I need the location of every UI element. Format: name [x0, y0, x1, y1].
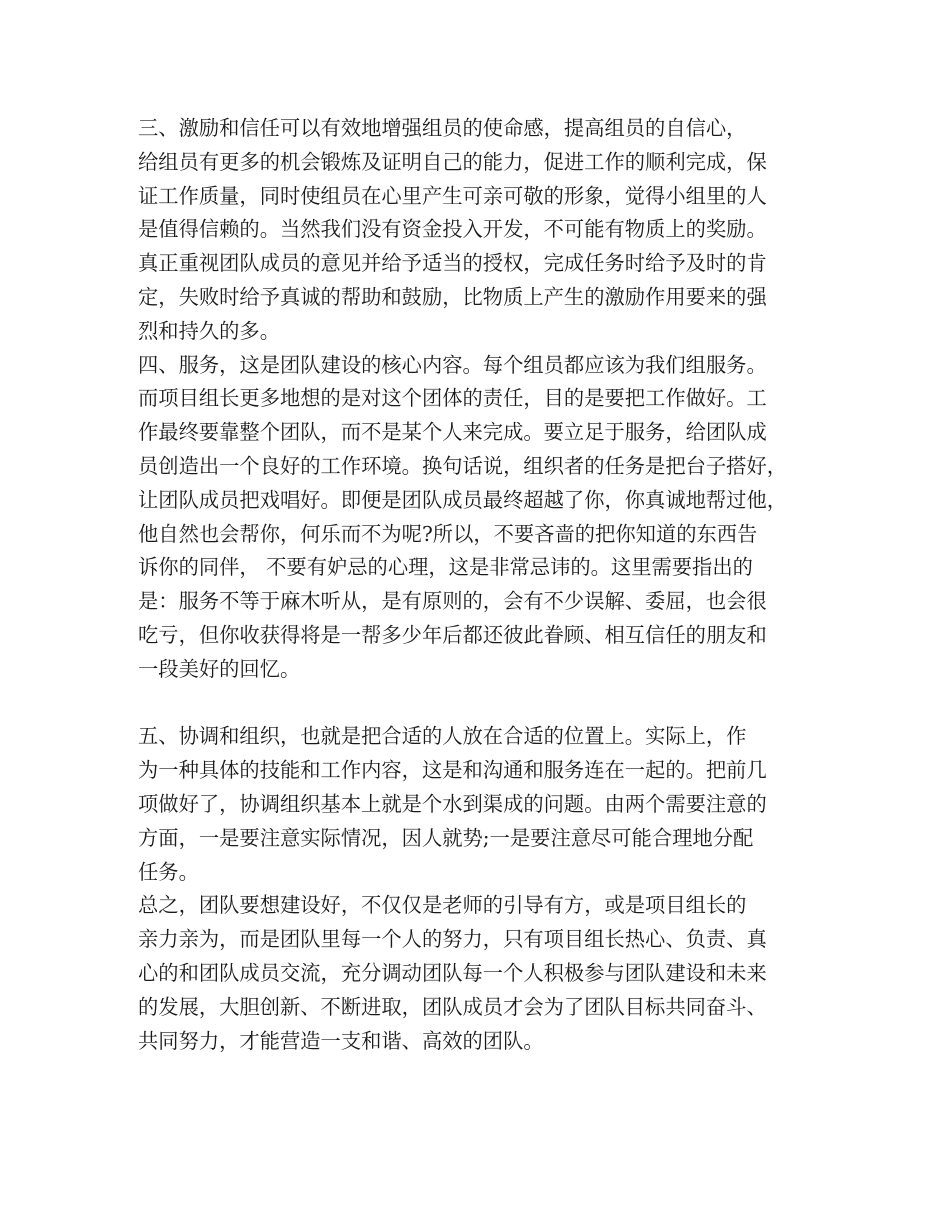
text-line: 方面，一是要注意实际情况，因人就势;一是要注意尽可能合理地分配: [138, 825, 754, 850]
text-line: 三、激励和信任可以有效地增强组员的使命感，提高组员的自信心，: [138, 116, 747, 140]
text-line: 烈和持久的多。: [138, 318, 280, 343]
text-line: 项做好了，协调组织基本上就是个水到渠成的问题。由两个需要注意的: [138, 791, 767, 816]
text-line: 是：服务不等于麻木听从，是有原则的，会有不少误解、委屈，也会很: [138, 589, 767, 614]
text-line: 让团队成员把戏唱好。即便是团队成员最终超越了你，你真诚地帮过他，: [138, 487, 788, 512]
paragraph-incentive-trust: [138, 112, 828, 349]
text-line: [138, 687, 828, 721]
text-line: 吃亏，但你收获得将是一帮多少年后都还彼此眷顾、相互信任的朋友和: [138, 622, 767, 647]
text-line: 总之，团队要想建设好，不仅仅是老师的引导有方，或是项目组长的: [138, 893, 747, 918]
text-line: 他自然也会帮你，何乐而不为呢?所以，不要吝啬的把你知道的东西告: [138, 521, 758, 546]
text-line: 员创造出一个良好的工作环境。换句话说，组织者的任务是把台子搭好，: [138, 453, 788, 478]
text-line: 为一种具体的技能和工作内容，这是和沟通和服务连在一起的。把前几: [138, 758, 767, 783]
paragraph-service: [138, 349, 828, 721]
text-line: 而项目组长更多地想的是对这个团体的责任，目的是要把工作做好。工: [138, 386, 767, 411]
text-line: 一段美好的回忆。: [138, 656, 301, 681]
text-line: 给组员有更多的机会锻炼及证明自己的能力，促进工作的顺利完成，保: [138, 149, 767, 174]
text-line: 五、协调和组织，也就是把合适的人放在合适的位置上。实际上，作: [138, 724, 747, 749]
text-line: 亲力亲为，而是团队里每一个人的努力，只有项目组长热心、负责、真: [138, 927, 767, 952]
text-line: 诉你的同伴， 不要有妒忌的心理，这是非常忌讳的。这里需要指出的: [138, 555, 753, 580]
text-line: 是值得信赖的。当然我们没有资金投入开发，不可能有物质上的奖励。: [138, 217, 767, 242]
text-line: 定，失败时给予真诚的帮助和鼓励，比物质上产生的激励作用要来的强: [138, 284, 767, 309]
text-line: 心的和团队成员交流，充分调动团队每一个人积极参与团队建设和未来: [138, 960, 767, 985]
text-line: 任务。: [138, 859, 199, 884]
text-line: 四、服务，这是团队建设的核心内容。每个组员都应该为我们组服务。: [138, 352, 767, 377]
text-line: 作最终要靠整个团队，而不是某个人来完成。要立足于服务，给团队成: [138, 420, 767, 445]
text-line: 的发展，大胆创新、不断进取，团队成员才会为了团队目标共同奋斗、: [138, 994, 767, 1019]
paragraph-conclusion: [138, 889, 828, 1058]
text-line: 共同努力，才能营造一支和谐、高效的团队。: [138, 1028, 544, 1053]
text-line: 真正重视团队成员的意见并给予适当的授权，完成任务时给予及时的肯: [138, 251, 767, 276]
paragraph-coordination: [138, 720, 828, 889]
text-line: 证工作质量，同时使组员在心里产生可亲可敬的形象，觉得小组里的人: [138, 183, 767, 208]
document-body: [138, 112, 828, 1058]
